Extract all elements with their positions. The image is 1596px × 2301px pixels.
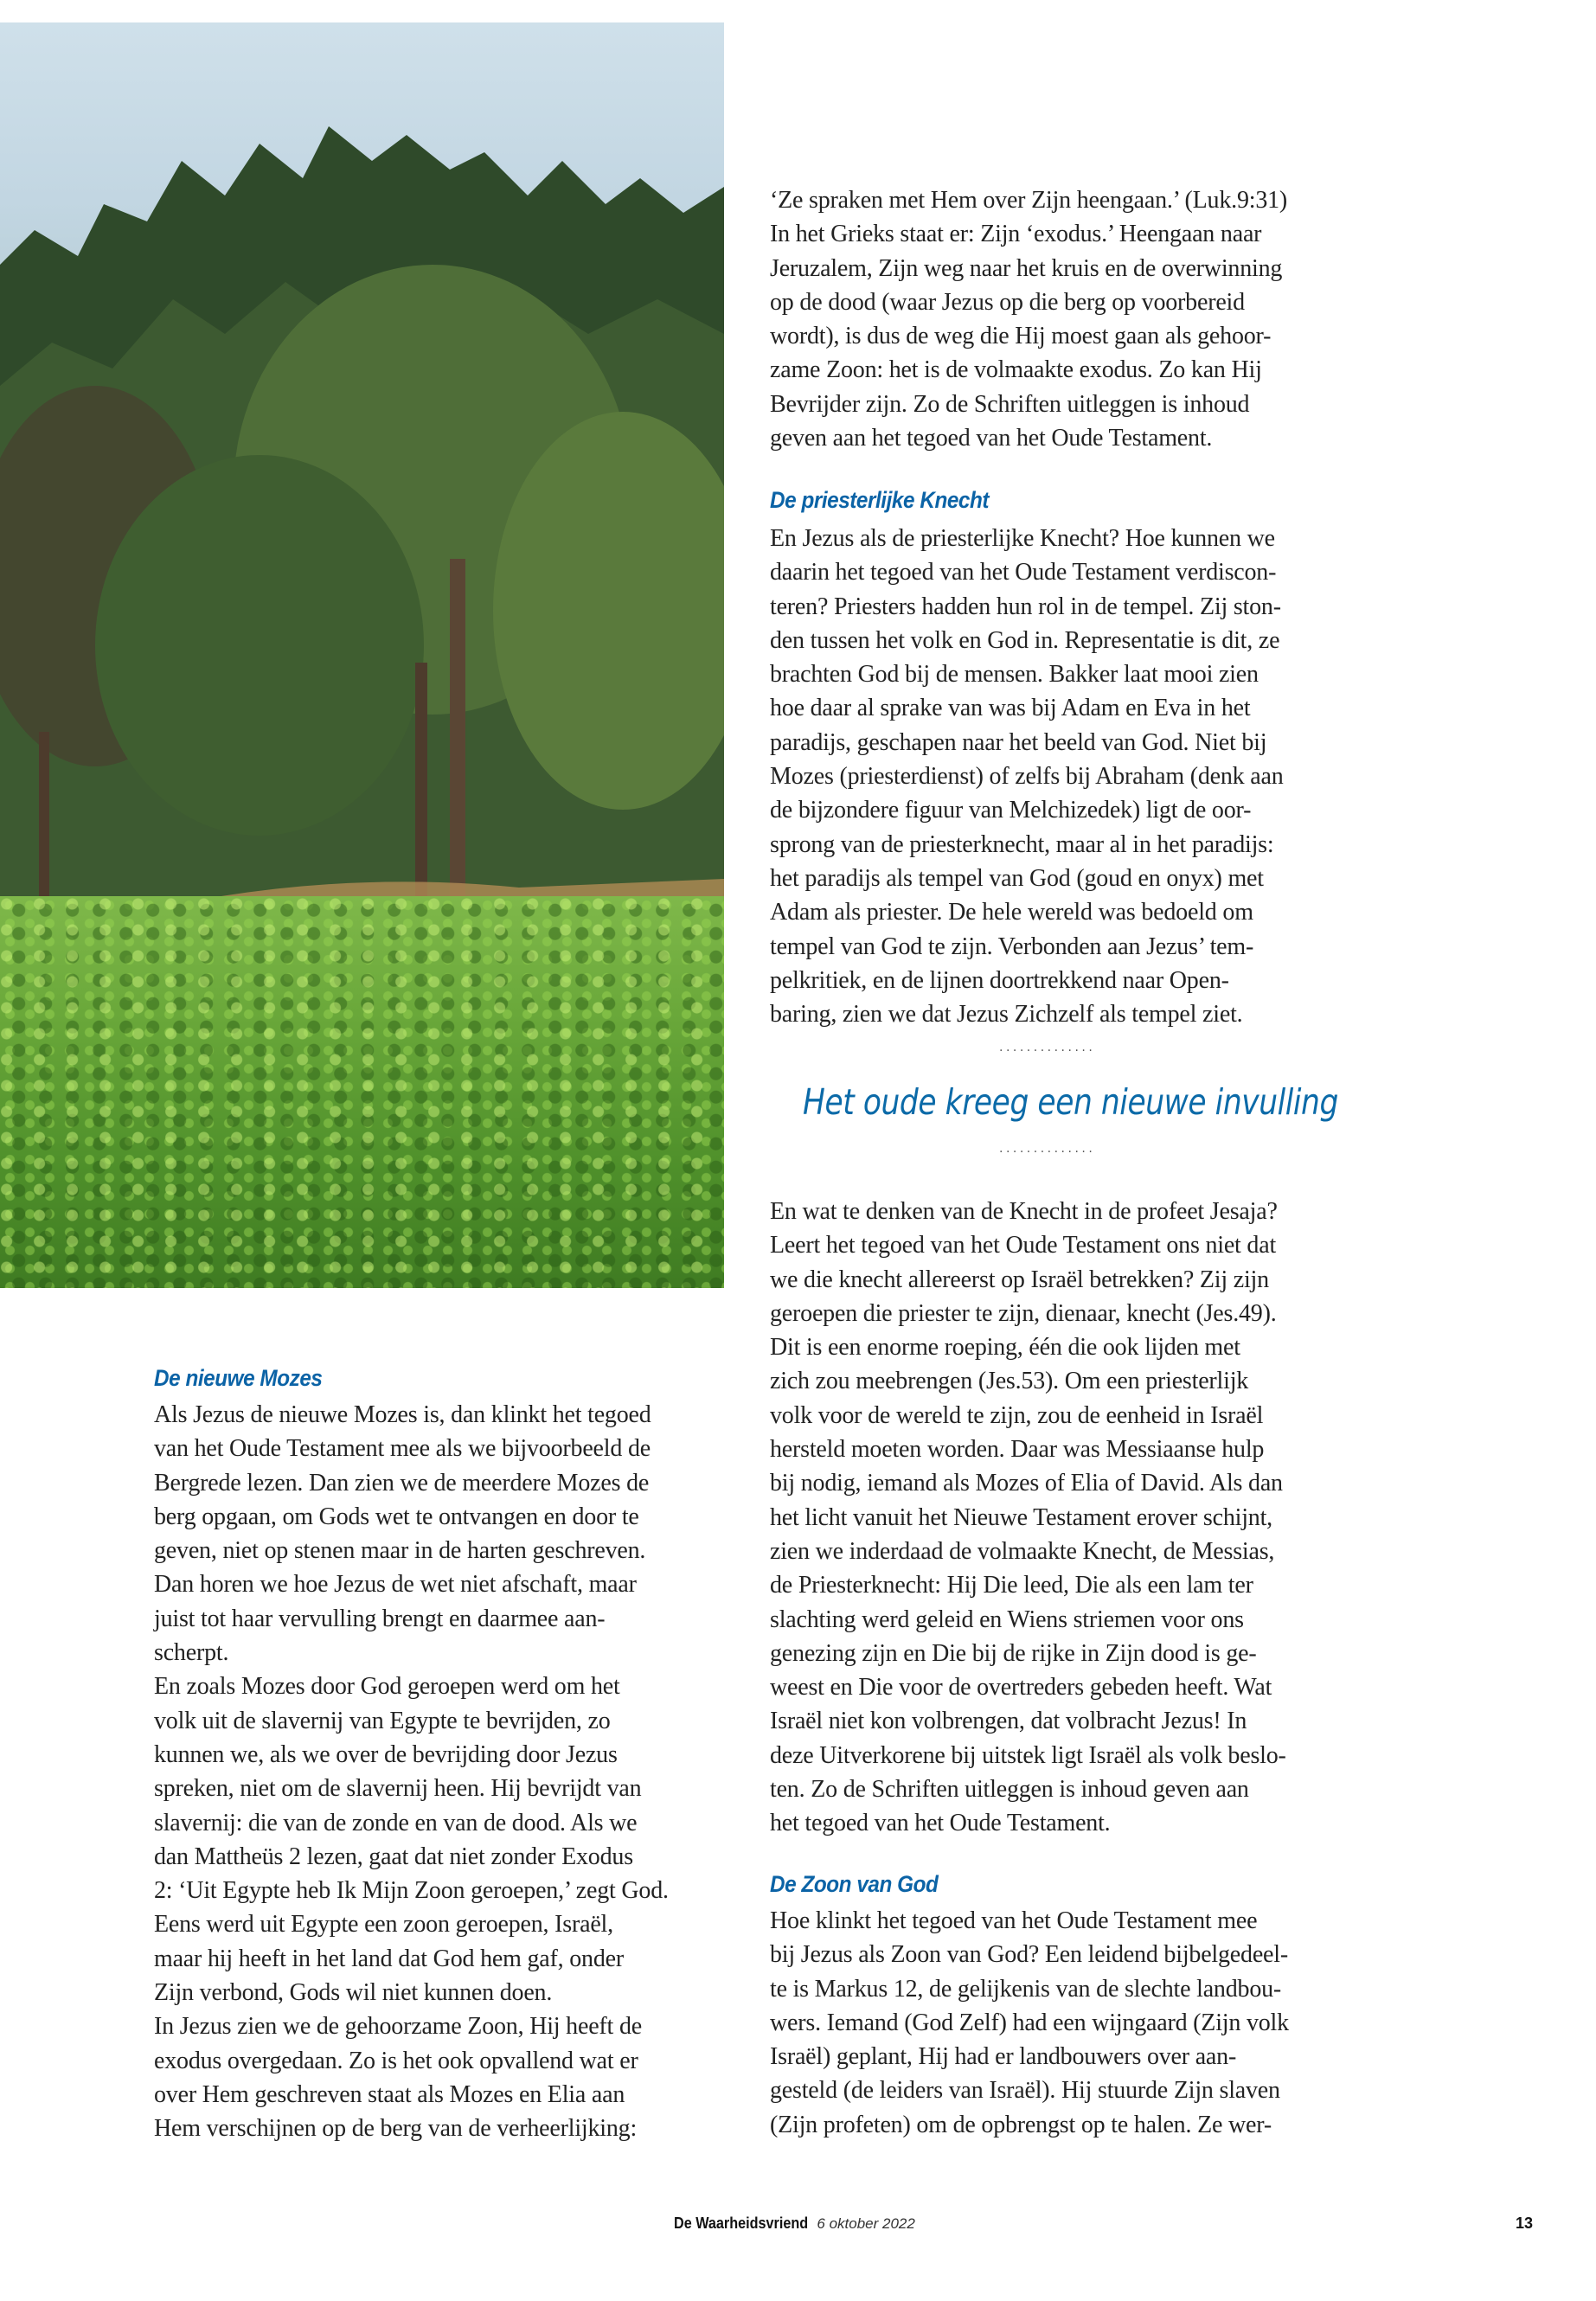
page-number: 13 (1516, 2214, 1534, 2232)
issue-date: 6 oktober 2022 (817, 2215, 915, 2232)
body-paragraph: Hoe klinkt het tegoed van het Oude Testament mee bij Jezus als Zoon van God? Een leidend bijbelgedeel- te is Markus 12, de gelijkenis van de slechte landbou- wers. Iemand (God Zelf) had een wijngaard (Zijn volk Israël) geplant, Hij had er landbouwers over aan- gesteld (de leiders van Israël). Hij stuurde Zijn slaven (Zijn profeten) om de opbrengst op te halen. Ze wer- (770, 1907, 1289, 2138)
pull-quote: Het oude kreeg een nieuwe invulling (803, 1081, 1338, 1123)
section-heading-nieuwe-mozes: De nieuwe Mozes (154, 1365, 323, 1391)
pull-quote-divider-top: .............. (999, 1041, 1096, 1054)
trees-illustration (0, 126, 724, 948)
pull-quote-divider-bottom: .............. (999, 1142, 1096, 1156)
body-paragraph: ‘Ze spraken met Hem over Zijn heengaan.’ (Luk.9:31) In het Grieks staat er: Zijn ‘exodus.’ Heengaan naar Jeruzalem, Zijn weg naar het kruis en de overwinning op de dood (waar Jezus op die berg op voorbereid wordt), is dus de weg die Hij moest gaan als gehoor- zame Zoon: het is de volmaakte exodus. Zo kan Hij Bevrijder zijn. Zo de Schriften uitleggen is inhoud geven aan het tegoed van het Oude Testament. (770, 187, 1288, 452)
section-heading-priesterlijke-knecht: De priesterlijke Knecht (770, 487, 990, 513)
section-heading-zoon-van-god: De Zoon van God (770, 1871, 939, 1897)
body-paragraph: En wat te denken van de Knecht in de profeet Jesaja? Leert het tegoed van het Oude Testament ons niet dat we die knecht allereerst op Israël betrekken? Zij zijn geroepen die priester te zijn, dienaar, knecht (Jes.49). Dit is een enorme roeping, één die ook lijden met zich zou meebrengen (Jes.53). Om een priesterlijk volk voor de wereld te zijn, zou de eenheid in Israël hersteld moeten worden. Daar was Messiaanse hulp bij nodig, iemand als Mozes of Elia of David. Als dan het licht vanuit het Nieuwe Testament erover schijnt, zien we inderdaad de volmaakte Knecht, de Messias, de Priesterknecht: Hij Die leed, Die als een lam ter slachting werd geleid en Wiens striemen voor ons genezing zijn en Die bij de rijke in Zijn dood is ge- weest en Die voor de overtreders gebeden heeft. Wat Israël niet kon volbrengen, dat volbracht Jezus! In deze Uitverkorene bij uitstek ligt Israël als volk beslo- ten. Zo de Schriften uitleggen is inhoud geven aan het tegoed van het Oude Testament. (770, 1198, 1286, 1837)
publication-name: De Waarheidsvriend (674, 2214, 809, 2232)
body-paragraph: En Jezus als de priesterlijke Knecht? Hoe kunnen we daarin het tegoed van het Oude Testament verdiscon- teren? Priesters hadden hun rol in de tempel. Zij ston- den tussen het volk en God in. Representatie is dit, ze brachten God bij de mensen. Bakker laat mooi zien hoe daar al sprake van was bij Adam en Eva in het paradijs, geschapen naar het beeld van God. Niet bij Mozes (priesterdienst) of zelfs bij Abraham (denk aan de bijzondere figuur van Melchizedek) ligt de oor- sprong van de priesterknecht, maar al in het paradijs: het paradijs als tempel van God (goud en onyx) met Adam als priester. De hele wereld was bedoeld om tempel van God te zijn. Verbonden aan Jezus’ tem- pelkritiek, en de lijnen doortrekkend naar Open- baring, zien we dat Jezus Zichzelf als tempel ziet. (770, 525, 1284, 1029)
footer (674, 2214, 915, 2233)
green-field (0, 896, 724, 1288)
body-paragraph: Als Jezus de nieuwe Mozes is, dan klinkt het tegoed van het Oude Testament mee als we bijvoorbeeld de Bergrede lezen. Dan zien we de meerdere Mozes de berg opgaan, om Gods wet te ontvangen en door te geven, niet op stenen maar in de harten geschreven. Dan horen we hoe Jezus de wet niet afschaft, maar juist tot haar vervulling brengt en daarmee aan- scherpt. En zoals Mozes door God geroepen werd om het volk uit de slavernij van Egypte te bevrijden, zo kunnen we, als we over de bevrijding door Jezus spreken, niet om de slavernij heen. Hij bevrijdt van slavernij: die van de zonde en van de dood. Als we dan Mattheüs 2 lezen, gaat dat niet zonder Exodus 2: ‘Uit Egypte heb Ik Mijn Zoon geroepen,’ zegt God. Eens werd uit Egypte een zoon geroepen, Israël, maar hij heeft in het land dat God hem gaf, onder Zijn verbond, Gods wil niet kunnen doen. In Jezus zien we de gehoorzame Zoon, Hij heeft de exodus overgedaan. Zo is het ook opvallend wat er over Hem geschreven staat als Mozes en Elia aan Hem verschijnen op de berg van de verheerlijking: (154, 1401, 669, 2143)
landscape-photo (0, 22, 724, 1288)
